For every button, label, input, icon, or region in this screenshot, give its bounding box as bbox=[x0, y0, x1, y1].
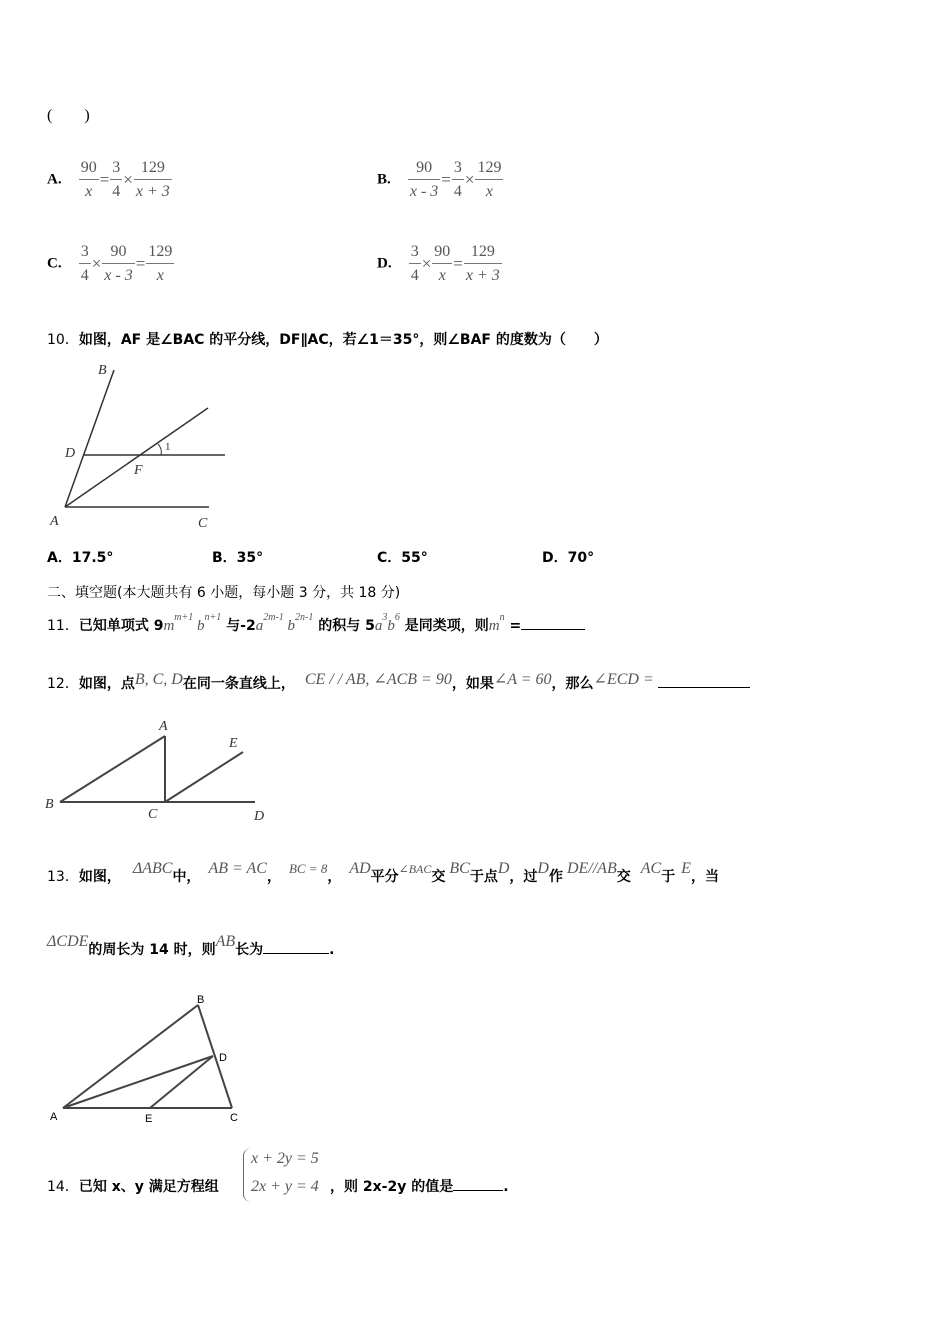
q10-choice-d: D．70° bbox=[542, 550, 595, 566]
equation-1: x + 2y = 5 bbox=[251, 1150, 319, 1167]
answer-blank[interactable] bbox=[658, 687, 750, 688]
label-c: C bbox=[198, 516, 208, 531]
fraction: $\frac{90}{x - 3}$ bbox=[409, 159, 439, 200]
label-b: B bbox=[197, 994, 205, 1006]
label-e: E bbox=[229, 736, 238, 751]
answer-blank[interactable] bbox=[453, 1190, 503, 1191]
answer-parentheses: ( ) bbox=[47, 107, 90, 124]
q13-stem-line1: 13．如图， ΔABC中， AB = AC，BC = 8， AD平分∠BAC交 BC于点D，过D作 DE//AB交 AC于 E，当 bbox=[47, 860, 719, 885]
equation-system bbox=[243, 1148, 334, 1202]
q10-choice-a: A．17.5° bbox=[47, 550, 114, 566]
q12-stem: 12．如图，点B, C, D在同一条直线上， CE / / AB, ∠ACB = 90，如果∠A = 60，那么∠ECD = bbox=[47, 669, 750, 693]
label-d: D bbox=[65, 446, 76, 461]
q13-stem-line2: ΔCDE的周长为 14 时，则AB长为 . bbox=[47, 933, 335, 958]
q13-figure bbox=[45, 990, 255, 1130]
fraction: $\frac{129}{x}$ bbox=[148, 243, 173, 284]
fraction: $\frac{129}{x + 3}$ bbox=[465, 243, 500, 284]
label-a: A bbox=[50, 514, 59, 529]
answer-blank[interactable] bbox=[263, 953, 329, 954]
fraction: $\frac{3}{4}$ bbox=[453, 159, 462, 200]
q10-stem: 10．如图，AF 是∠BAC 的平分线，DF∥AC，若∠1＝35°，则∠BAF 的度数为（ ） bbox=[47, 332, 608, 348]
q11-stem: 11．已知单项式 $9m^{m+1}$ $b^{n+1}$ 与$-2a^{2m-1}$ $b^{2n-1}$ 的积与 $5a^3b^6$ 是同类项，则$m^n$ = bbox=[47, 612, 585, 635]
q10-choice-b: B．35° bbox=[212, 550, 264, 566]
option-label: D. bbox=[377, 255, 392, 272]
label-e: E bbox=[145, 1113, 153, 1125]
q14-stem: 14．已知 x、y 满足方程组 bbox=[47, 1179, 219, 1195]
q12-figure bbox=[40, 715, 280, 830]
option-label: C. bbox=[47, 255, 62, 272]
fraction: $\frac{90}{x}$ bbox=[434, 243, 451, 284]
q9-option-a: A. $\frac{90}{x}$ = $\frac{3}{4}$ × $\frac{129}{x + 3}$ bbox=[47, 159, 170, 200]
fraction: $\frac{3}{4}$ bbox=[112, 159, 121, 200]
q14-stem-tail: ，则 2x-2y 的值是 . bbox=[330, 1179, 509, 1195]
label-a: A bbox=[159, 719, 168, 734]
equation-2: 2x + y = 4 bbox=[251, 1178, 319, 1195]
fraction: $\frac{90}{x}$ bbox=[80, 159, 97, 200]
option-label: A. bbox=[47, 171, 62, 188]
fraction: $\frac{90}{x - 3}$ bbox=[104, 243, 133, 284]
q9-option-c: C. $\frac{3}{4}$ × $\frac{90}{x - 3}$ = $\frac{129}{x}$ bbox=[47, 243, 173, 284]
q10-choice-c: C．55° bbox=[377, 550, 428, 566]
label-d: D bbox=[254, 809, 265, 824]
label-d: D bbox=[219, 1052, 227, 1064]
label-b: B bbox=[98, 363, 107, 378]
q10-figure bbox=[44, 360, 244, 535]
option-label: B. bbox=[377, 171, 391, 188]
label-f: F bbox=[134, 463, 143, 478]
fraction: $\frac{129}{x}$ bbox=[477, 159, 502, 200]
section-heading: 二、填空题(本大题共有 6 小题，每小题 3 分，共 18 分) bbox=[47, 585, 401, 601]
label-b: B bbox=[45, 797, 54, 812]
q9-option-d: D. $\frac{3}{4}$ × $\frac{90}{x}$ = $\frac{129}{x + 3}$ bbox=[377, 243, 500, 284]
q9-option-b: B. $\frac{90}{x - 3}$ = $\frac{3}{4}$ × $\frac{129}{x}$ bbox=[377, 159, 502, 200]
answer-blank[interactable] bbox=[521, 629, 585, 630]
fraction: $\frac{3}{4}$ bbox=[410, 243, 419, 284]
label-c: C bbox=[230, 1112, 238, 1124]
fraction: $\frac{129}{x + 3}$ bbox=[135, 159, 170, 200]
fraction: $\frac{3}{4}$ bbox=[80, 243, 89, 284]
label-angle-1: 1 bbox=[165, 441, 171, 453]
label-c: C bbox=[148, 807, 158, 822]
label-a: A bbox=[50, 1111, 58, 1123]
